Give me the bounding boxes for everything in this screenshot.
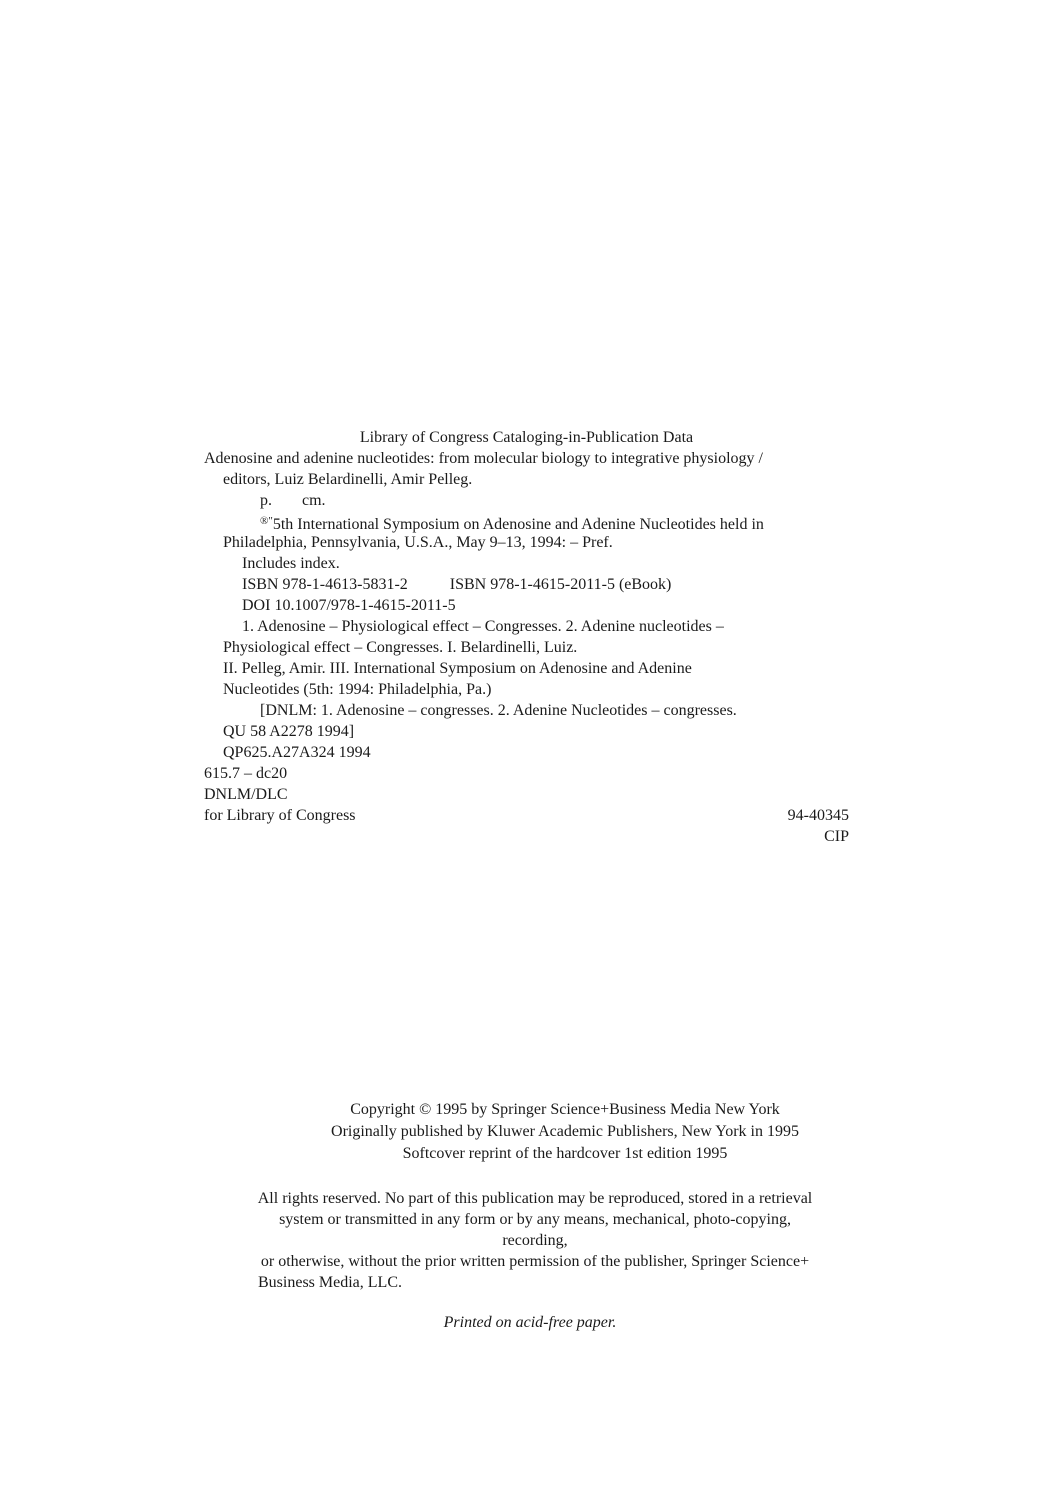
cip-title-line-1: Adenosine and adenine nucleotides: from molecular biology to integrative physiology / (204, 450, 763, 467)
symposium-text: 5th International Symposium on Adenosine and Adenine Nucleotides held in (272, 516, 764, 533)
cip-symposium-line-1 (204, 511, 849, 532)
cip-subjects-line-4: Nucleotides (5th: 1994: Philadelphia, Pa.) (223, 681, 492, 698)
copyright-line-2: Originally published by Kluwer Academic Publishers, New York in 1995 (331, 1123, 799, 1140)
isbn-ebook: ISBN 978-1-4615-2011-5 (eBook) (449, 576, 672, 593)
cip-pages: p. (260, 492, 272, 509)
cip-isbn-row (204, 574, 849, 595)
cip-lccn: 94-40345 (787, 807, 849, 824)
cip-subjects-line-1: 1. Adenosine – Physiological effect – Congresses. 2. Adenine nucleotides – (242, 618, 724, 635)
acid-free-paper-note: Printed on acid-free paper. (443, 1314, 617, 1331)
rights-block (215, 1188, 855, 1293)
cip-data-block (204, 427, 849, 847)
cip-for-loc: for Library of Congress (204, 807, 356, 824)
rights-line-5: Business Media, LLC. (258, 1274, 402, 1291)
cip-includes-index: Includes index. (242, 555, 340, 572)
cip-heading: Library of Congress Cataloging-in-Publication Data (359, 429, 694, 446)
cip-pages-cm (204, 490, 849, 511)
copyright-line-1: Copyright © 1995 by Springer Science+Business Media New York (350, 1101, 780, 1118)
cip-dnlm-line-1: [DNLM: 1. Adenosine – congresses. 2. Adenine Nucleotides – congresses. (260, 702, 737, 719)
cip-dewey: 615.7 – dc20 (204, 765, 288, 782)
cip-doi: DOI 10.1007/978-1-4615-2011-5 (242, 597, 456, 614)
isbn-print: ISBN 978-1-4613-5831-2 (242, 576, 408, 593)
cip-loc-row (204, 805, 849, 826)
cip-call-number: QP625.A27A324 1994 (223, 744, 371, 761)
rights-line-2: system or transmitted in any form or by any means, mechanical, photo-copying, (279, 1211, 791, 1228)
cip-symposium-line-2: Philadelphia, Pennsylvania, U.S.A., May 9–13, 1994: – Pref. (223, 534, 613, 551)
copyright-block (205, 1099, 925, 1165)
cip-dnlm-dlc: DNLM/DLC (204, 786, 288, 803)
cip-cm: cm. (302, 492, 326, 509)
cip-title-line-2: editors, Luiz Belardinelli, Amir Pelleg. (223, 471, 473, 488)
cip-subjects-line-3: II. Pelleg, Amir. III. International Symposium on Adenosine and Adenine (223, 660, 692, 677)
cip-dnlm-line-2: QU 58 A2278 1994] (223, 723, 355, 740)
symposium-mark: ®" (260, 515, 273, 527)
cip-label: CIP (824, 828, 849, 845)
rights-line-4: or otherwise, without the prior written permission of the publisher, Springer Science+ (260, 1253, 810, 1270)
cip-subjects-line-2: Physiological effect – Congresses. I. Belardinelli, Luiz. (223, 639, 578, 656)
rights-line-1: All rights reserved. No part of this publication may be reproduced, stored in a retrieval (257, 1190, 813, 1207)
copyright-line-3: Softcover reprint of the hardcover 1st edition 1995 (402, 1145, 728, 1162)
rights-line-3: recording, (502, 1232, 568, 1249)
